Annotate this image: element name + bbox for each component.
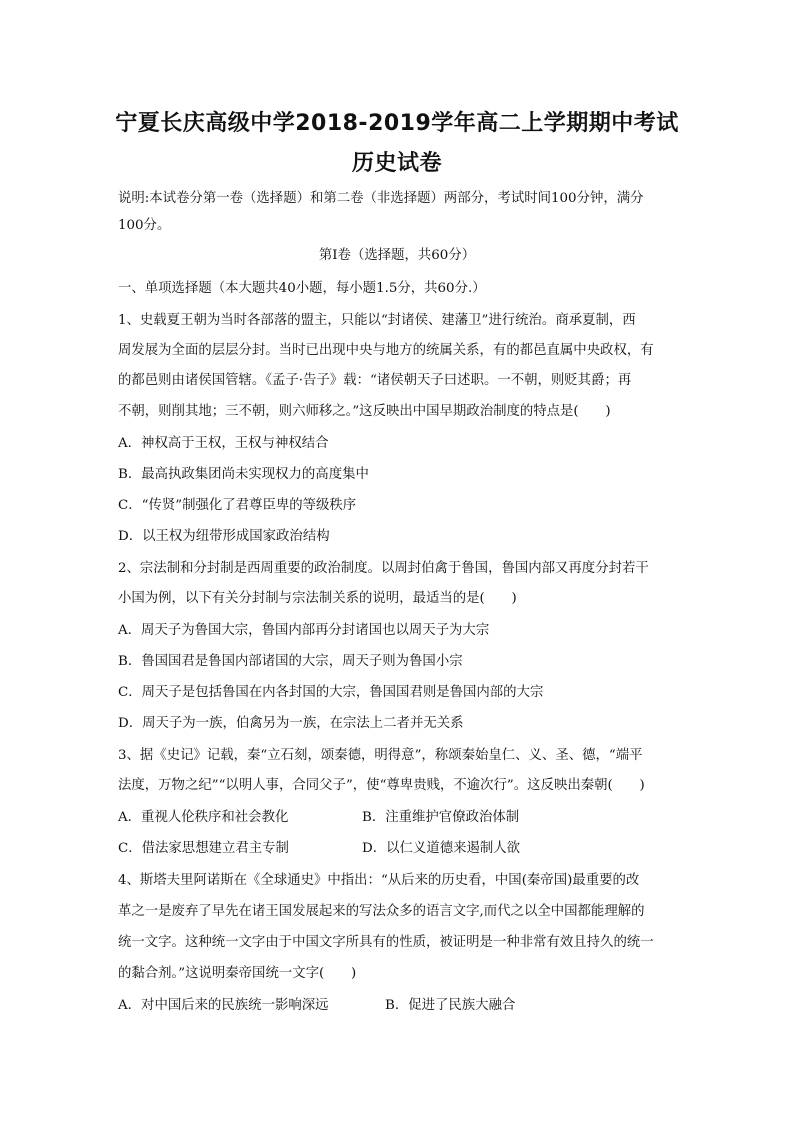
question-1-option-d: D．以王权为纽带形成国家政治结构	[118, 529, 330, 544]
question-3-stem-line: 3、据《史记》记载，秦“立石刻，颂秦德，明得意”，称颂秦始皇仁、义、圣、德，“端平	[118, 748, 643, 763]
instructions-line-1: 说明:本试卷分第一卷（选择题）和第二卷（非选择题）两部分，考试时间100分钟，满分	[118, 191, 644, 206]
question-4-option-b: B．促进了民族大融合	[385, 998, 516, 1013]
question-1-stem-line: 不朝，则削其地；三不朝，则六师移之。”这反映出中国早期政治制度的特点是( )	[118, 404, 611, 419]
question-2-option-c: C．周天子是包括鲁国在内各封国的大宗，鲁国国君则是鲁国内部的大宗	[118, 685, 544, 700]
question-1-stem-line: 1、史载夏王朝为当时各部落的盟主，只能以“封诸侯、建藩卫”进行统治。商承夏制，西	[118, 313, 636, 328]
question-1-option-c: C．“传贤”制强化了君尊臣卑的等级秩序	[118, 498, 357, 513]
part-title: 第Ⅰ卷（选择题，共60分）	[318, 248, 476, 263]
question-4-stem-line: 统一文字。这种统一文字由于中国文字所具有的性质，被证明是一种非常有效且持久的统一	[118, 935, 654, 950]
question-1-option-a: A．神权高于王权，王权与神权结合	[118, 436, 329, 451]
question-2-option-a: A．周天子为鲁国大宗，鲁国内部再分封诸国也以周天子为大宗	[118, 623, 490, 638]
question-3-stem-line: 法度，万物之纪”“以明人事，合同父子”，使“尊卑贵贱，不逾次行”。这反映出秦朝( )	[118, 778, 645, 793]
question-4-stem-line: 4、斯塔夫里阿诺斯在《全球通史》中指出：“从后来的历史看，中国(秦帝国)最重要的改	[118, 873, 640, 888]
question-3-option-a: A．重视人伦秩序和社会教化	[118, 810, 289, 825]
section-title: 一、单项选择题（本大题共40小题，每小题1.5分，共60分.）	[118, 281, 486, 296]
question-3-option-d: D．以仁义道德来遏制人欲	[362, 841, 521, 856]
instructions-line-2: 100分。	[118, 218, 171, 233]
page-title: 宁夏长庆高级中学2018-2019学年高二上学期期中考试	[115, 111, 679, 136]
question-2-option-d: D．周天子为一族，伯禽另为一族，在宗法上二者并无关系	[118, 716, 464, 731]
question-1-option-b: B．最高执政集团尚未实现权力的高度集中	[118, 467, 369, 482]
question-3-option-b: B．注重维护官僚政治体制	[362, 810, 520, 825]
question-1-stem-line: 的都邑则由诸侯国管辖。《孟子·告子》载：“诸侯朝天子曰述职。一不朝，则贬其爵；再	[118, 373, 632, 388]
question-4-option-a: A．对中国后来的民族统一影响深远	[118, 998, 329, 1013]
question-2-option-b: B．鲁国国君是鲁国内部诸国的大宗，周天子则为鲁国小宗	[118, 654, 463, 669]
question-2-stem-line: 2、宗法制和分封制是西周重要的政治制度。以周封伯禽于鲁国，鲁国内部又再度分封若干	[118, 561, 649, 576]
question-4-stem-line: 革之一是废弃了早先在诸王国发展起来的写法众多的语言文字,而代之以全中国都能理解的	[118, 904, 645, 919]
question-3-option-c: C．借法家思想建立君主专制	[118, 841, 289, 856]
page-subtitle: 历史试卷	[351, 151, 442, 176]
question-2-stem-line: 小国为例，以下有关分封制与宗法制关系的说明，最适当的是( )	[118, 591, 517, 606]
question-1-stem-line: 周发展为全面的层层分封。当时已出现中央与地方的统属关系，有的都邑直属中央政权，有	[118, 343, 654, 358]
question-4-stem-line: 的黏合剂。”这说明秦帝国统一文字( )	[118, 966, 357, 981]
